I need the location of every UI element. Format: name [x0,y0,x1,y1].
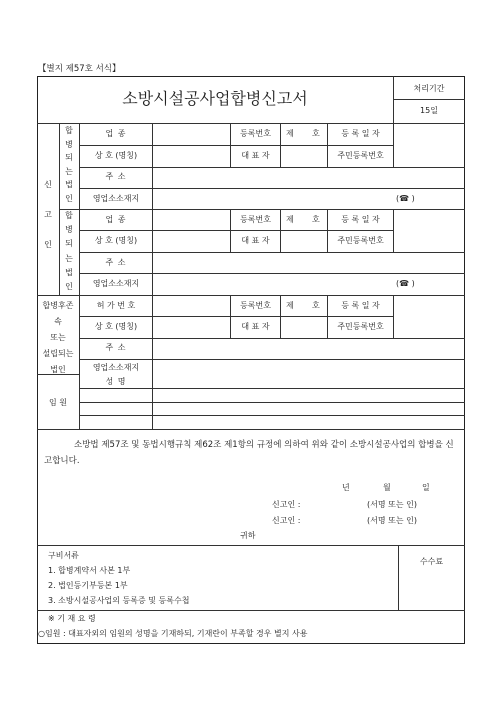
label-number-suffix-1: 호 [312,129,320,138]
side-label-merged-corp-2: 합 병 되 는 법 인 [65,211,73,292]
label-trade-name-1: 상 호 (명칭) [94,151,138,160]
label-number-prefix-2: 제 [286,215,294,224]
label-resident-no-2: 주민등록번호 [337,236,384,245]
signer-label-2: 신고인 : [272,516,301,525]
label-registration-no-1: 등록번호 [240,129,271,138]
side-label-applicant: 신 고 인 [44,180,52,249]
label-address-2: 주 소 [105,258,127,267]
signer-sign-1: (서명 또는 인) [367,500,417,509]
label-office-location-3: 영업소소재지 [92,363,140,372]
attachment-item-3: 3. 소방시설공사업의 등록증 및 등록수첩 [48,596,190,605]
fee-label: 수수료 [419,557,444,566]
date-month: 월 [383,483,391,492]
label-number-suffix-2: 호 [312,215,320,224]
label-address-1: 주 소 [105,172,127,181]
label-number-prefix-1: 제 [286,129,294,138]
side-label-surviving: 합병후존 속 또는 설립되는 법인 [42,301,74,374]
label-office-location-1: 영업소소재지 [92,194,140,203]
label-representative-3: 대 표 자 [241,322,270,331]
label-office-location-2: 영업소소재지 [92,279,140,288]
label-resident-no-3: 주민등록번호 [337,322,384,331]
label-license-no: 허 가 번 호 [96,301,136,310]
label-number-prefix-3: 제 [286,301,294,310]
processing-value: 15일 [420,106,438,115]
date-day: 일 [422,483,430,492]
label-number-suffix-3: 호 [312,301,320,310]
phone-field-2: (☎ ) [396,279,415,288]
date-year: 년 [342,483,350,492]
notes-title: ※ 기 재 요 령 [48,614,96,623]
form-title: 소방시설공사업합병신고서 [122,89,308,108]
label-registration-date-1: 등 록 일 자 [341,129,380,138]
attachment-item-1: 1. 합병계약서 사본 1부 [48,566,131,575]
attachment-item-2: 2. 법인등기부등본 1부 [48,581,128,590]
label-representative-1: 대 표 자 [241,151,270,160]
label-trade-name-3: 상 호 (명칭) [94,322,138,331]
label-registration-date-2: 등 록 일 자 [341,215,380,224]
signer-label-1: 신고인 : [272,500,301,509]
side-label-officers: 임 원 [49,398,67,407]
declaration-statement: 소방법 제57조 및 동법시행규칙 제62조 제1항의 규정에 의하여 위와 같이 소방시설공사업의 합병을 신고합니다. [44,440,454,466]
label-registration-date-3: 등 록 일 자 [341,301,380,310]
label-business-type-2: 업 종 [105,215,127,224]
attachments-title: 구비서류 [48,551,79,560]
label-address-3: 주 소 [105,343,127,352]
label-officer-name: 성 명 [105,377,127,386]
form-label: 【별지 제57호 서식】 [38,64,121,74]
label-trade-name-2: 상 호 (명칭) [94,236,138,245]
label-registration-no-2: 등록번호 [240,215,271,224]
notes-text: ○임원 : 대표자외의 임원의 성명을 기재하되, 기재란이 부족할 경우 별지 사용 [38,629,308,638]
processing-label: 처리기간 [413,84,445,93]
label-representative-2: 대 표 자 [241,236,270,245]
side-label-merged-corp-1: 합 병 되 는 법 인 [65,126,73,203]
phone-field-1: (☎ ) [396,194,415,203]
label-registration-no-3: 등록번호 [240,301,271,310]
signer-sign-2: (서명 또는 인) [367,516,417,525]
addressee: 귀하 [240,531,256,540]
label-business-type-1: 업 종 [105,129,127,138]
label-resident-no-1: 주민등록번호 [337,151,384,160]
